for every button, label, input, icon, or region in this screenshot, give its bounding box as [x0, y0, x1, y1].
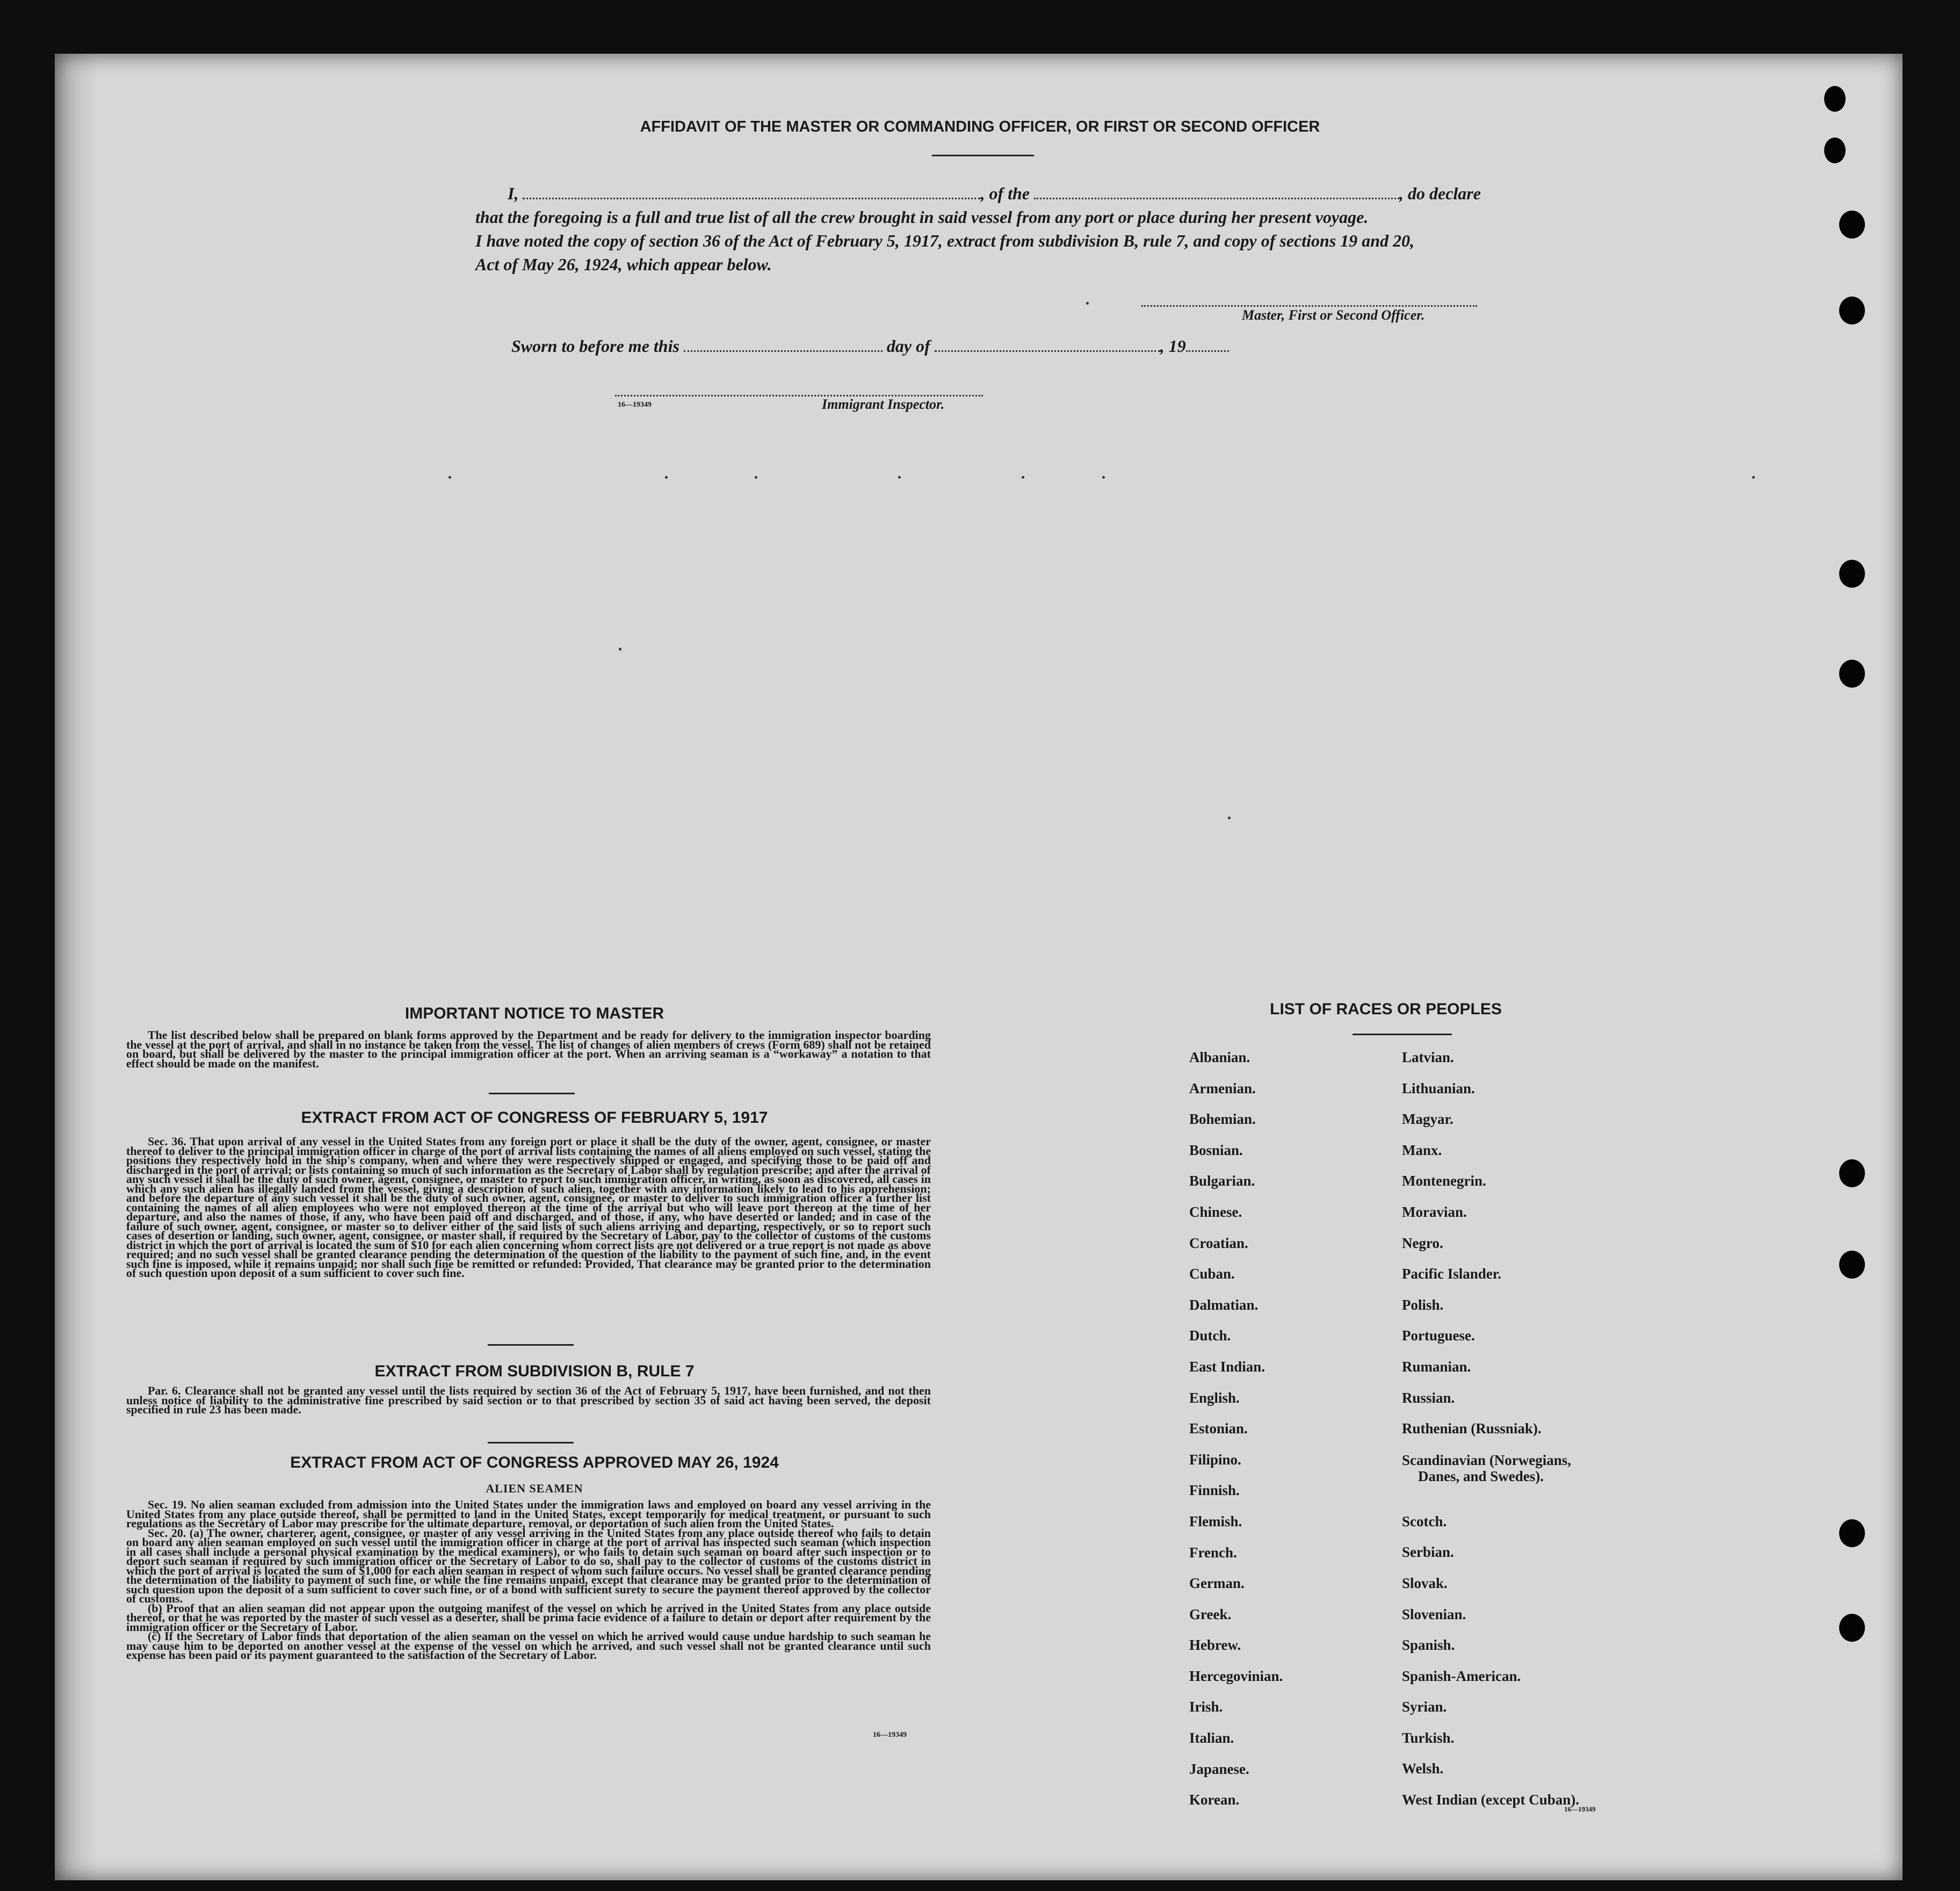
races-title: LIST OF RACES OR PEOPLES [1270, 1000, 1502, 1018]
notice-paragraph: The list described below shall be prepared on blank forms approved by the Department and be ready for delivery to the immigration inspector boarding the vessel at the port of arrival, and shall in no instance be taken from the vessel. The list of changes of alien members of crews (Form 689) shall not be retained on board, but shall be delivered by the master to the principal immigration officer at the port. When an arriving seaman is a “workaway” a notation to that effect should be made on the manifest. [126, 1028, 931, 1070]
race-item-line: Scandinavian (Norwegians, [1402, 1452, 1572, 1468]
binder-hole [1839, 560, 1865, 588]
sworn-line [511, 334, 1229, 358]
race-item: Welsh. [1402, 1760, 1444, 1777]
extract-1917-body [126, 1137, 931, 1278]
race-item: Latvian. [1402, 1049, 1454, 1065]
race-item: Japanese. [1189, 1760, 1249, 1777]
affidavit-line-3: I have noted the copy of section 36 of the Act of February 5, 1917, extract from subdivision B, rule 7, and copy of sections 19 and 20, [475, 231, 1415, 250]
extract-1917-rule [488, 1344, 574, 1346]
inspector-caption: Immigrant Inspector. [822, 396, 945, 412]
section-36-text: Sec. 36. That upon arrival of any vessel in the United States from any foreign port or place it shall be the duty of the owner, agent, consignee, or master thereof to deliver to the principal immigration officer in charge of the port of arrival lists containing the names of all aliens employed on such vessel, stating the positions they respectively hold in the ship's company, when and where they were respectively shipped or engaged, and specifying those to be paid off and discharged in the port of arrival; or lists containing so much of such information as the Secretary of Labor shall by regulation prescribe; and after the arrival of any such vessel it shall be the duty of such owner, agent, consignee, or master to report to such immigration officer, in writing, as soon as discovered, all cases in which any such alien has illegally landed from the vessel, giving a description of such alien, together with any information likely to lead to his apprehension; and before the departure of any such vessel it shall be the duty of such owner, agent, consignee, or master to deliver to such immigration officer a further list containing the names of all alien employees who were not employed thereon at the time of the arrival but who will leave port thereon at the time of her departure, and also the names of those, if any, who have been paid off and discharged, and of those, if any, who have deserted or landed; and in case of the failure of such owner, agent, consignee, or master so to deliver either of the said lists of such aliens arriving and departing, respectively, or so to report such cases of desertion or landing, such owner, agent, consignee, or master shall, if required by the Secretary of Labor, pay to the collector of customs of the customs district in which the port of arrival is located the sum of $10 for each alien concerning whom correct lists are not delivered or a true report is not made as above required; and no such vessel shall be granted clearance pending the determination of the question of the liability to the payment of such fine, and, in the event such fine is imposed, while it remains unpaid; nor shall such fine be remitted or refunded: Provided, That clearance may be granted prior to the determination of such question upon deposit of a sum sufficient to cover such fine. [126, 1135, 931, 1280]
extract-1917-title: EXTRACT FROM ACT OF CONGRESS OF FEBRUARY 5, 1917 [301, 1109, 768, 1127]
race-item: Pacific Islander. [1402, 1266, 1501, 1282]
race-item: Bohemian. [1189, 1111, 1256, 1128]
binder-hole [1839, 660, 1865, 688]
signature-caption: Master, First or Second Officer. [1242, 307, 1425, 323]
race-item: Irish. [1189, 1699, 1223, 1715]
affidavit-line-2: that the foregoing is a full and true list of all the crew brought in said vessel from any port or place during her present voyage. [475, 207, 1369, 227]
speck [619, 648, 621, 651]
speck [898, 476, 901, 479]
race-item-line: Danes, and Swedes). [1418, 1468, 1544, 1484]
race-item: Negro. [1402, 1235, 1443, 1251]
race-item: Bosnian. [1189, 1142, 1243, 1158]
race-item: Slovak. [1402, 1575, 1448, 1591]
sworn-day-blank[interactable] [684, 350, 883, 352]
race-item: Spanish. [1402, 1637, 1455, 1654]
race-item: Montenegrin. [1402, 1173, 1486, 1189]
notice-body [126, 1030, 931, 1068]
extract-rule7-title: EXTRACT FROM SUBDIVISION B, RULE 7 [374, 1362, 695, 1380]
race-item: Greek. [1189, 1606, 1232, 1622]
races-column-2 [1402, 1042, 1579, 1816]
alien-seamen-subtitle: ALIEN SEAMEN [486, 1482, 583, 1495]
race-item: Dalmatian. [1189, 1296, 1259, 1313]
speck [1102, 476, 1105, 479]
race-item: Hebrew. [1189, 1637, 1241, 1654]
race-item: Syrian. [1402, 1699, 1447, 1715]
speck [449, 476, 451, 479]
race-item: Flemish. [1189, 1513, 1242, 1529]
race-item: Slovenian. [1402, 1606, 1466, 1622]
speck [1228, 817, 1231, 819]
race-item: East Indian. [1189, 1358, 1265, 1375]
section-20a-text: Sec. 20. (a) The owner, charterer, agent, consignee, or master of any vessel arriving in the United States from any place outside thereof who fails to detain on board any alien seaman employed on such vessel until the immigration officer in charge at the port of arrival has inspected such seaman (which inspection in all cases shall include a personal physical examination by the medical examiners), or who fails to detain such seaman on board after such inspection or to deport such seaman if required by such immigration officer or the Secretary of Labor to do so, shall pay to the collector of customs of the customs district in which the port of arrival is located the sum of $1,000 for each alien seaman in respect of whom such failure occurs. No vessel shall be granted clearance pending the determination of the liability to payment of such fine, or while the fine remains unpaid, except that clearance may be granted prior to the determination of such question upon the deposit of a sum sufficient to cover such fine, or of a bond with sufficient surety to secure the payment thereof approved by the collector of customs. [126, 1526, 931, 1605]
extract-form-number: 16—19349 [873, 1731, 907, 1739]
speck [665, 476, 668, 479]
races-column-1 [1189, 1042, 1283, 1816]
speck [755, 476, 757, 479]
notice-title: IMPORTANT NOTICE TO MASTER [404, 1005, 664, 1022]
binder-hole [1839, 1251, 1865, 1279]
race-item: Hercegovinian. [1189, 1668, 1283, 1684]
race-item: Polish. [1402, 1296, 1444, 1313]
affidavit-line-1 [508, 182, 1481, 205]
race-item: Ruthenian (Russniak). [1402, 1420, 1542, 1437]
speck [1752, 476, 1755, 479]
speck [1086, 302, 1089, 305]
sworn-month-blank[interactable] [935, 350, 1160, 352]
year-blank[interactable] [1186, 350, 1229, 352]
title-underline [932, 155, 1034, 156]
notice-rule [489, 1093, 575, 1094]
binder-hole [1839, 297, 1865, 324]
races-form-number: 16—19349 [1564, 1805, 1596, 1813]
binder-hole [1839, 1519, 1865, 1547]
race-item: Bulgarian. [1189, 1173, 1255, 1189]
race-item: Turkish. [1402, 1729, 1455, 1746]
races-title-underline [1353, 1034, 1452, 1035]
signature-line[interactable] [1141, 305, 1477, 307]
affidavit-title: AFFIDAVIT OF THE MASTER OR COMMANDING OFFICER, OR FIRST OR SECOND OFFICER [640, 118, 1320, 135]
vessel-blank[interactable] [1034, 198, 1399, 199]
binder-hole [1839, 211, 1865, 239]
extract-1924-title: EXTRACT FROM ACT OF CONGRESS APPROVED MAY 26, 1924 [290, 1454, 779, 1471]
affidavit-do-declare: , do declare [1399, 184, 1481, 203]
binder-hole [1824, 86, 1846, 112]
race-item: Cuban. [1189, 1266, 1235, 1282]
race-item: English. [1189, 1389, 1240, 1406]
race-item: Portuguese. [1402, 1327, 1475, 1344]
race-item: Chinese. [1189, 1203, 1242, 1220]
binder-hole [1824, 138, 1846, 163]
binder-hole [1839, 1159, 1865, 1187]
race-item: Estonian. [1189, 1420, 1248, 1437]
extract-1924-body [126, 1500, 931, 1660]
race-item: Filipino. [1189, 1451, 1241, 1468]
race-item: German. [1189, 1575, 1245, 1592]
day-of-label: day of [886, 336, 930, 356]
affidavit-of-the: , of the [980, 184, 1030, 203]
speck [1022, 476, 1024, 479]
race-item: Rumanian. [1402, 1358, 1471, 1375]
race-item: Croatian. [1189, 1235, 1248, 1251]
section-20c-text: (c) If the Secretary of Labor finds that deportation of the alien seaman on the vessel on which he arrived would cause undue hardship to such seaman he may cause him to be deported on another vessel at the expense of the vessel on which he arrived, and such vessel shall not be granted clearance until such expense has been paid or its payment guaranteed to the satisfaction of the Secretary of Labor. [126, 1629, 931, 1662]
race-item: Moravian. [1402, 1203, 1467, 1220]
race-item: Russian. [1402, 1389, 1455, 1406]
binder-hole [1839, 1614, 1865, 1642]
race-item: Magyar. [1402, 1111, 1453, 1128]
affidavit-form-number: 16—19349 [618, 401, 652, 409]
race-item: Spanish-American. [1402, 1668, 1521, 1684]
affidavit-line-4: Act of May 26, 1924, which appear below. [475, 255, 772, 274]
sheet-shadow [55, 54, 98, 1880]
race-item: French. [1189, 1544, 1237, 1561]
race-item: Albanian. [1189, 1049, 1250, 1065]
section-19-text: Sec. 19. No alien seaman excluded from admission into the United States under the immigration laws and employed on board any vessel arriving in the United States from any place outside thereof, shall be permitted to land in the United States, except temporarily for medical treatment, or pursuant to such regulations as the Secretary of Labor may prescribe for the ultimate departure, removal, or deportation of such alien from the United States. [126, 1498, 931, 1530]
paragraph-6-text: Par. 6. Clearance shall not be granted any vessel until the lists required by section 36 of the Act of February 5, 1917, have been furnished, and not then unless notice of liability to the administrative fine prescribed by said section or to that prescribed by section 35 of said act having been served, the deposit specified in rule 23 has been made. [126, 1384, 931, 1416]
race-item: Serbian. [1402, 1544, 1454, 1561]
race-item: Dutch. [1189, 1327, 1231, 1344]
extract-rule7-rule [488, 1442, 574, 1443]
race-item: Italian. [1189, 1730, 1234, 1746]
race-item-scandinavian [1402, 1445, 1579, 1506]
extract-rule7-body [126, 1386, 931, 1414]
race-item: Finnish. [1189, 1482, 1240, 1499]
race-item: Lithuanian. [1402, 1080, 1475, 1096]
race-item: Scotch. [1402, 1513, 1447, 1529]
section-20b-text: (b) Proof that an alien seaman did not appear upon the outgoing manifest of the vessel on which he arrived in the United States from any place outside thereof, or that he was reported by the master of such vessel as a deserter, shall be prima facie evidence of a failure to detain or deport after requirement by the immigration officer or the Secretary of Labor. [126, 1601, 931, 1634]
race-item: West Indian (except Cuban). [1402, 1792, 1580, 1808]
name-blank[interactable] [523, 198, 980, 199]
race-item: Manx. [1402, 1142, 1442, 1158]
affidavit-i-label: I, [508, 184, 519, 203]
sworn-label: Sworn to before me this [511, 336, 679, 356]
race-item: Armenian. [1189, 1080, 1256, 1096]
race-item: Korean. [1189, 1792, 1240, 1808]
year-label: , 19 [1160, 336, 1186, 356]
